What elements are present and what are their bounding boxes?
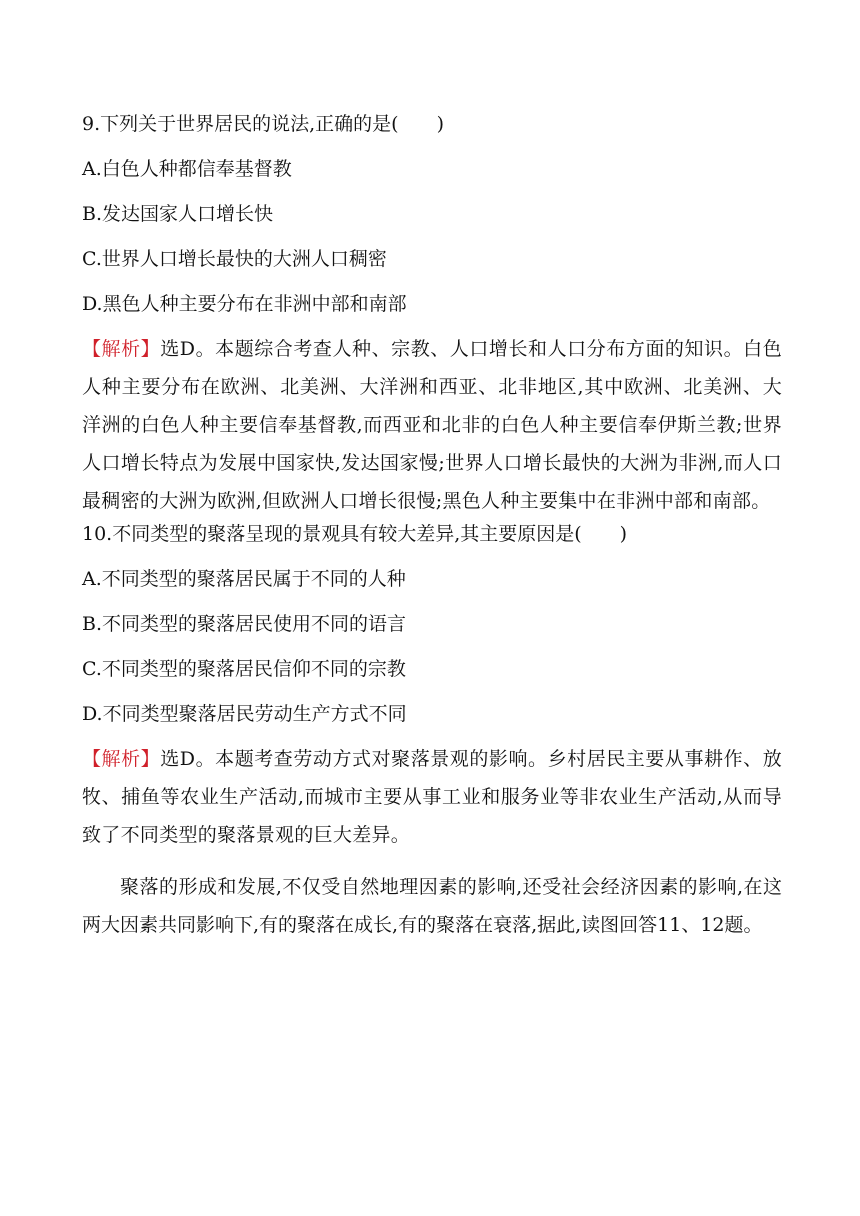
question-10-title: 10.不同类型的聚落呈现的景观具有较大差异,其主要原因是( ) <box>82 523 628 545</box>
question-10-option-d: D.不同类型聚落居民劳动生产方式不同 <box>82 703 407 725</box>
document-page <box>82 112 782 944</box>
analysis-text: 选D。本题综合考查人种、宗教、人口增长和人口分布方面的知识。白色人种主要分布在欧洲、北美洲、大洋洲和西亚、北非地区,其中欧洲、北美洲、大洋洲的白色人种主要信奉基督教,而西亚和北非的白色人种主要信奉伊斯兰教;世界人口增长特点为发展中国家快,发达国家慢;世界人口增长最快的大洲为非洲,而人口最稠密的大洲为欧洲,但欧洲人口增长很慢;黑色人种主要集中在非洲中部和南部。 <box>82 338 782 512</box>
question-9-option-c: C.世界人口增长最快的大洲人口稠密 <box>82 248 387 270</box>
analysis-text: 选D。本题考查劳动方式对聚落景观的影响。乡村居民主要从事耕作、放牧、捕鱼等农业生产活动,而城市主要从事工业和服务业等非农业生产活动,从而导致了不同类型的聚落景观的巨大差异。 <box>82 748 782 846</box>
question-9-option-d: D.黑色人种主要分布在非洲中部和南部 <box>82 293 407 315</box>
analysis-tag: 【解析】 <box>82 338 161 360</box>
question-9-analysis <box>82 330 782 520</box>
question-11-12-stem: 聚落的形成和发展,不仅受自然地理因素的影响,还受社会经济因素的影响,在这两大因素共同影响下,有的聚落在成长,有的聚落在衰落,据此,读图回答11、12题。 <box>82 876 782 936</box>
question-10-analysis <box>82 740 782 854</box>
question-10-option-a: A.不同类型的聚落居民属于不同的人种 <box>82 568 406 590</box>
question-9-option-b: B.发达国家人口增长快 <box>82 203 274 225</box>
question-10-option-b: B.不同类型的聚落居民使用不同的语言 <box>82 613 407 635</box>
question-10-option-c: C.不同类型的聚落居民信仰不同的宗教 <box>82 658 406 680</box>
question-9-option-a: A.白色人种都信奉基督教 <box>82 158 292 180</box>
analysis-tag: 【解析】 <box>82 748 161 770</box>
question-9-title: 9.下列关于世界居民的说法,正确的是( ) <box>82 113 444 135</box>
